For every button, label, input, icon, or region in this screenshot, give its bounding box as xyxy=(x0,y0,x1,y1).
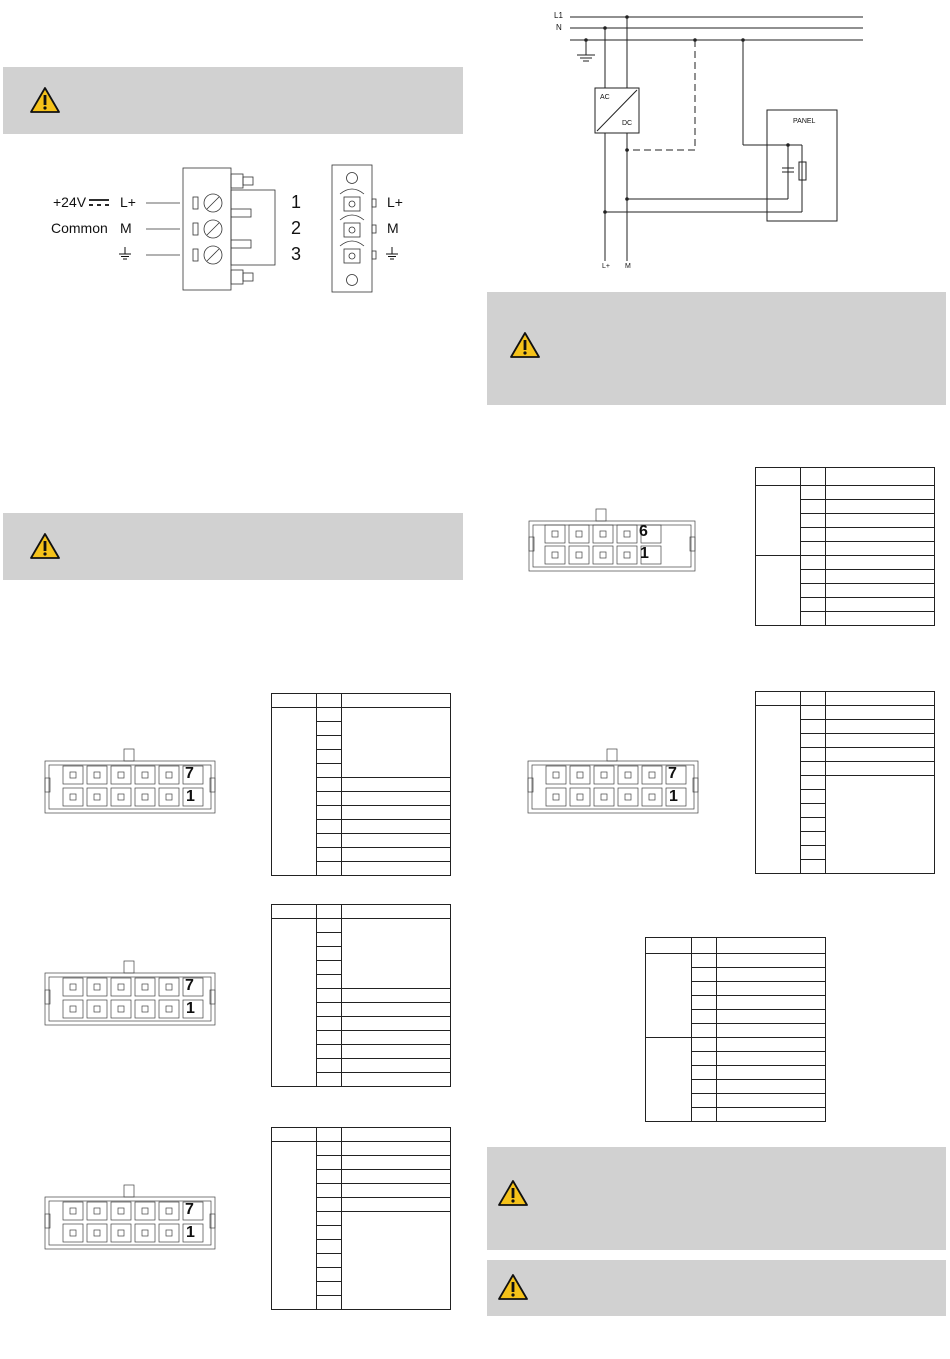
pin-table-f xyxy=(645,937,826,1122)
terminal-number-2: 2 xyxy=(291,218,302,238)
pin-label-lplus: L+ xyxy=(120,194,136,210)
connector-outline xyxy=(528,508,696,572)
pin-number-top: 6 xyxy=(639,523,648,540)
pin-table-c xyxy=(271,1127,451,1310)
table-header-row xyxy=(272,694,451,708)
connector-12pin-a xyxy=(44,748,216,814)
warning-box-5 xyxy=(487,1260,946,1316)
pin-table-a xyxy=(271,693,451,876)
connector-12pin-c xyxy=(44,1184,216,1250)
warning-box-3 xyxy=(487,292,946,405)
connector-10pin xyxy=(528,508,696,572)
schematic-drawing xyxy=(560,8,865,264)
table-header-row xyxy=(756,692,935,706)
line-label-l1: L1 xyxy=(554,11,563,20)
terminal-number-3: 3 xyxy=(291,244,302,264)
warning-triangle-icon xyxy=(498,1274,528,1300)
table-row xyxy=(646,1038,826,1052)
pin-table-e xyxy=(755,691,935,874)
table-header-row xyxy=(272,1128,451,1142)
table-row xyxy=(756,486,935,500)
signal-label-24v: +24V xyxy=(53,194,87,210)
right-label-lplus: L+ xyxy=(387,194,403,210)
terminal-number-1: 1 xyxy=(291,192,302,212)
ground-symbol xyxy=(118,246,132,260)
pin-label-m: M xyxy=(120,220,132,236)
line-label-n: N xyxy=(556,23,562,32)
table-row xyxy=(272,708,451,722)
pin-number-bottom: 1 xyxy=(186,788,195,805)
warning-box-4 xyxy=(487,1147,946,1250)
output-label-m: M xyxy=(625,263,631,270)
table-header-row xyxy=(272,905,451,919)
warning-box-1 xyxy=(3,67,463,134)
signal-label-common: Common xyxy=(51,220,108,236)
pin-number-top: 7 xyxy=(185,977,194,994)
table-row xyxy=(272,919,451,933)
pin-number-bottom: 1 xyxy=(669,788,678,805)
warning-triangle-icon xyxy=(30,533,60,559)
connector-12pin-b xyxy=(44,960,216,1026)
table-header-row xyxy=(756,468,935,486)
psu-label-ac: AC xyxy=(600,94,610,101)
warning-box-2 xyxy=(3,513,463,580)
output-label-lplus: L+ xyxy=(602,263,610,270)
pin-table-b xyxy=(271,904,451,1087)
table-row xyxy=(756,706,935,720)
warning-triangle-icon xyxy=(498,1180,528,1206)
warning-triangle-icon xyxy=(30,87,60,113)
dc-symbol xyxy=(88,198,110,208)
pin-number-bottom: 1 xyxy=(640,545,649,562)
connector-12pin-d xyxy=(527,748,699,814)
table-row xyxy=(756,556,935,570)
pin-number-top: 7 xyxy=(668,765,677,782)
pin-table-d xyxy=(755,467,935,626)
table-header-row xyxy=(646,938,826,954)
warning-triangle-icon xyxy=(510,332,540,358)
terminal-block-drawing xyxy=(140,160,380,295)
table-row xyxy=(646,954,826,968)
right-label-m: M xyxy=(387,220,399,236)
panel-label: PANEL xyxy=(793,118,816,125)
ground-symbol xyxy=(385,246,399,260)
table-row xyxy=(272,1142,451,1156)
pin-number-top: 7 xyxy=(185,765,194,782)
pin-number-top: 7 xyxy=(185,1201,194,1218)
psu-label-dc: DC xyxy=(622,120,633,127)
pin-number-bottom: 1 xyxy=(186,1000,195,1017)
pin-number-bottom: 1 xyxy=(186,1224,195,1241)
